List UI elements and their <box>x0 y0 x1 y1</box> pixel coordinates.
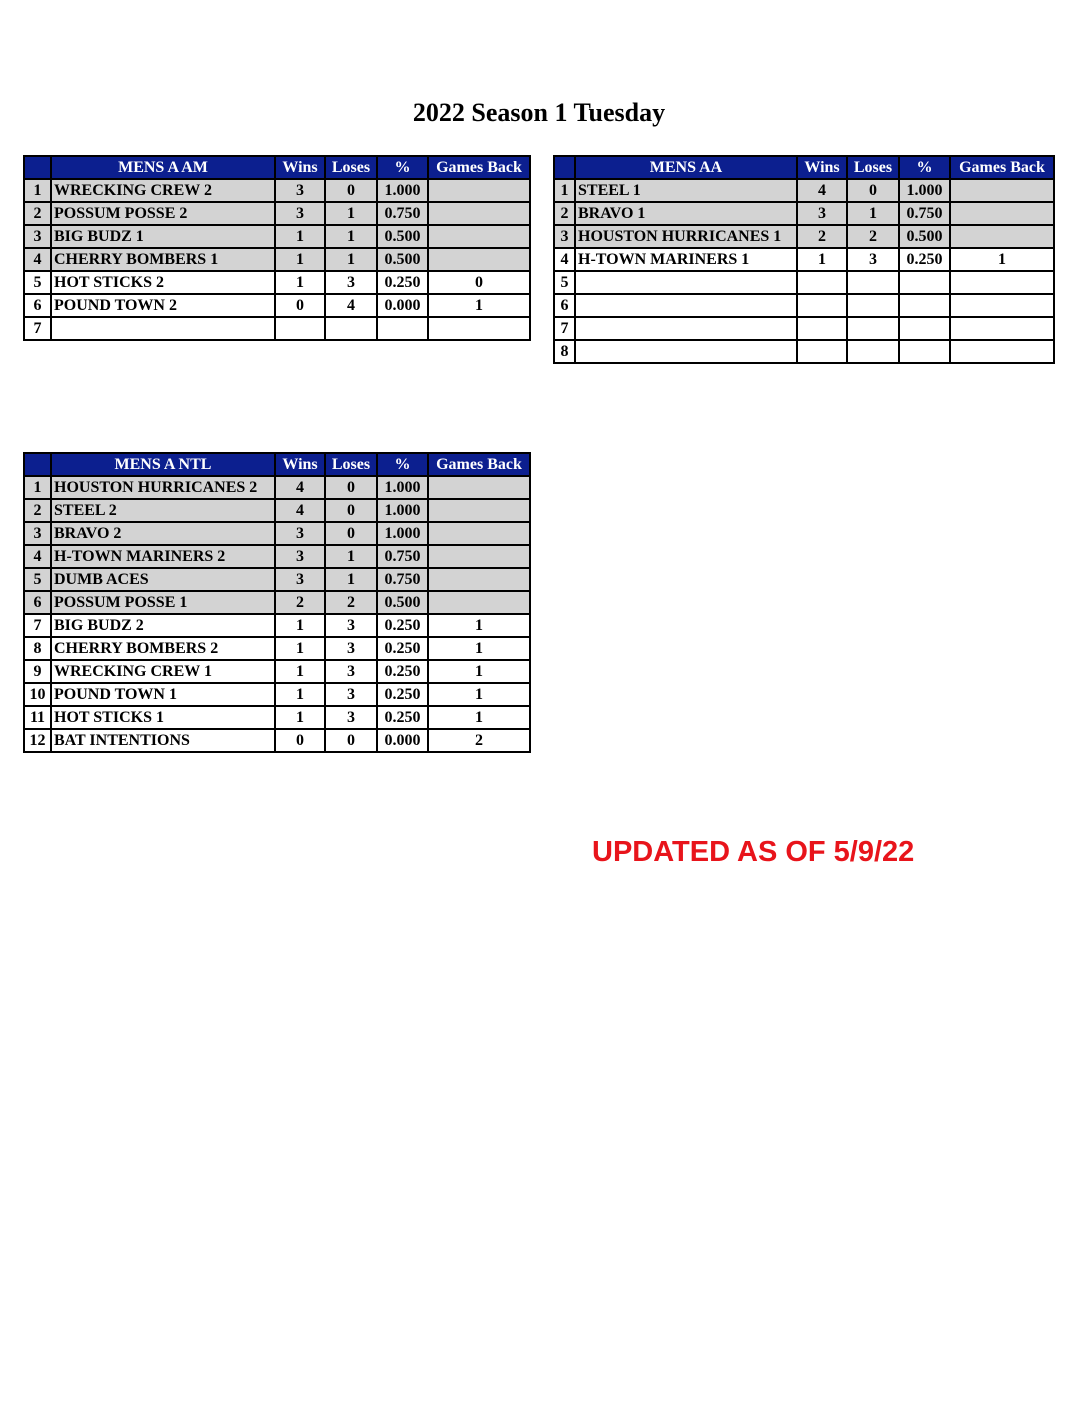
loses-cell <box>847 317 899 340</box>
loses-cell: 0 <box>325 522 377 545</box>
team-name-cell: POSSUM POSSE 1 <box>51 591 275 614</box>
table-row <box>24 499 530 522</box>
wins-cell: 3 <box>275 179 325 202</box>
team-name-cell <box>575 317 797 340</box>
pct-cell: 0.500 <box>377 248 428 271</box>
updated-note: UPDATED AS OF 5/9/22 <box>592 836 915 868</box>
page-title: 2022 Season 1 Tuesday <box>412 98 666 127</box>
games-back-cell <box>950 317 1054 340</box>
rank-cell: 2 <box>24 202 51 225</box>
pct-header: % <box>377 156 428 179</box>
wins-cell: 1 <box>275 271 325 294</box>
rank-cell: 6 <box>24 591 51 614</box>
pct-cell <box>899 271 950 294</box>
pct-cell: 0.750 <box>377 545 428 568</box>
loses-cell: 3 <box>325 271 377 294</box>
team-name-cell: POUND TOWN 1 <box>51 683 275 706</box>
pct-header: % <box>377 453 428 476</box>
games-back-cell <box>428 248 530 271</box>
standings-table-mens-a-ntl <box>23 452 531 753</box>
table-row <box>24 202 530 225</box>
games-back-cell <box>950 340 1054 363</box>
table-row <box>24 271 530 294</box>
games-back-cell <box>950 225 1054 248</box>
loses-cell: 4 <box>325 294 377 317</box>
loses-cell <box>847 340 899 363</box>
pct-cell: 0.000 <box>377 729 428 752</box>
pct-cell: 0.750 <box>377 568 428 591</box>
team-name-cell: BAT INTENTIONS <box>51 729 275 752</box>
team-name-cell: HOT STICKS 1 <box>51 706 275 729</box>
wins-cell: 4 <box>275 499 325 522</box>
pct-cell <box>899 294 950 317</box>
wins-cell: 3 <box>275 568 325 591</box>
wins-cell <box>797 340 847 363</box>
wins-cell: 2 <box>275 591 325 614</box>
games-back-cell <box>428 545 530 568</box>
pct-cell <box>899 317 950 340</box>
rank-cell: 1 <box>24 476 51 499</box>
team-name-cell: BRAVO 1 <box>575 202 797 225</box>
games-back-cell <box>950 294 1054 317</box>
table-row <box>24 476 530 499</box>
team-name-cell <box>51 317 275 340</box>
wins-cell <box>797 294 847 317</box>
games-back-cell <box>428 499 530 522</box>
table-row <box>554 179 1054 202</box>
table-row <box>24 637 530 660</box>
wins-cell: 0 <box>275 294 325 317</box>
loses-header: Loses <box>325 453 377 476</box>
rank-cell: 7 <box>554 317 575 340</box>
loses-cell: 3 <box>325 660 377 683</box>
team-name-cell: H-TOWN MARINERS 1 <box>575 248 797 271</box>
team-name-cell: WRECKING CREW 1 <box>51 660 275 683</box>
loses-cell <box>847 271 899 294</box>
wins-cell: 1 <box>275 248 325 271</box>
team-name-cell: DUMB ACES <box>51 568 275 591</box>
games-back-cell: 1 <box>428 637 530 660</box>
team-name-cell <box>575 294 797 317</box>
pct-cell: 0.250 <box>377 614 428 637</box>
team-name-cell: POSSUM POSSE 2 <box>51 202 275 225</box>
team-name-cell: STEEL 2 <box>51 499 275 522</box>
games-back-cell <box>428 225 530 248</box>
rank-header <box>554 156 575 179</box>
wins-header: Wins <box>797 156 847 179</box>
table-row <box>554 317 1054 340</box>
pct-cell: 0.250 <box>377 637 428 660</box>
pct-cell: 0.250 <box>377 683 428 706</box>
games-back-cell: 0 <box>428 271 530 294</box>
loses-cell: 1 <box>325 202 377 225</box>
loses-cell: 3 <box>325 637 377 660</box>
wins-cell <box>797 317 847 340</box>
table-row <box>24 294 530 317</box>
rank-cell: 6 <box>24 294 51 317</box>
team-name-cell: HOT STICKS 2 <box>51 271 275 294</box>
games-back-cell <box>428 476 530 499</box>
team-name-cell: H-TOWN MARINERS 2 <box>51 545 275 568</box>
wins-cell: 1 <box>275 706 325 729</box>
table-row <box>24 522 530 545</box>
table-row <box>24 225 530 248</box>
table-row <box>24 683 530 706</box>
loses-cell: 0 <box>325 729 377 752</box>
rank-header <box>24 156 51 179</box>
table-row <box>24 591 530 614</box>
games-back-cell: 1 <box>428 706 530 729</box>
wins-cell: 4 <box>797 179 847 202</box>
pct-cell: 1.000 <box>377 499 428 522</box>
loses-cell: 2 <box>325 591 377 614</box>
table-row <box>24 706 530 729</box>
loses-cell: 3 <box>325 706 377 729</box>
games-back-cell <box>428 202 530 225</box>
table-row <box>554 271 1054 294</box>
rank-cell: 4 <box>24 248 51 271</box>
games-back-cell: 2 <box>428 729 530 752</box>
rank-cell: 1 <box>554 179 575 202</box>
pct-header: % <box>899 156 950 179</box>
wins-cell: 1 <box>275 683 325 706</box>
table-row <box>554 248 1054 271</box>
table-row <box>24 179 530 202</box>
loses-cell: 3 <box>325 683 377 706</box>
team-name-cell: BIG BUDZ 1 <box>51 225 275 248</box>
pct-cell: 0.250 <box>377 706 428 729</box>
pct-cell: 0.750 <box>899 202 950 225</box>
division-header: MENS A AM <box>51 156 275 179</box>
pct-cell: 1.000 <box>899 179 950 202</box>
games-back-cell: 1 <box>950 248 1054 271</box>
table-row <box>24 729 530 752</box>
games-back-header: Games Back <box>950 156 1054 179</box>
rank-cell: 5 <box>24 568 51 591</box>
rank-cell: 2 <box>24 499 51 522</box>
rank-cell: 4 <box>554 248 575 271</box>
games-back-cell <box>950 179 1054 202</box>
pct-cell: 1.000 <box>377 476 428 499</box>
wins-cell: 3 <box>797 202 847 225</box>
table-row <box>24 248 530 271</box>
table-header-row <box>554 156 1054 179</box>
games-back-cell <box>428 179 530 202</box>
rank-cell: 9 <box>24 660 51 683</box>
games-back-cell <box>428 568 530 591</box>
rank-cell: 6 <box>554 294 575 317</box>
table-row <box>554 225 1054 248</box>
wins-cell <box>275 317 325 340</box>
games-back-cell <box>950 202 1054 225</box>
wins-cell: 1 <box>275 637 325 660</box>
games-back-cell <box>428 522 530 545</box>
rank-cell: 8 <box>554 340 575 363</box>
rank-cell: 12 <box>24 729 51 752</box>
table-row <box>24 660 530 683</box>
loses-cell: 2 <box>847 225 899 248</box>
wins-cell: 3 <box>275 202 325 225</box>
loses-cell: 1 <box>325 248 377 271</box>
rank-cell: 1 <box>24 179 51 202</box>
wins-cell: 3 <box>275 545 325 568</box>
wins-cell <box>797 271 847 294</box>
table-row <box>24 545 530 568</box>
rank-cell: 7 <box>24 317 51 340</box>
loses-header: Loses <box>325 156 377 179</box>
loses-cell <box>847 294 899 317</box>
rank-cell: 3 <box>24 225 51 248</box>
rank-cell: 5 <box>24 271 51 294</box>
pct-cell: 0.250 <box>377 271 428 294</box>
team-name-cell: BIG BUDZ 2 <box>51 614 275 637</box>
team-name-cell: HOUSTON HURRICANES 2 <box>51 476 275 499</box>
team-name-cell: BRAVO 2 <box>51 522 275 545</box>
rank-cell: 5 <box>554 271 575 294</box>
loses-cell: 0 <box>325 476 377 499</box>
team-name-cell: STEEL 1 <box>575 179 797 202</box>
loses-cell: 0 <box>325 179 377 202</box>
games-back-cell <box>950 271 1054 294</box>
standings-table-mens-a-am <box>23 155 531 341</box>
games-back-cell: 1 <box>428 614 530 637</box>
team-name-cell <box>575 271 797 294</box>
loses-cell: 1 <box>325 568 377 591</box>
wins-header: Wins <box>275 156 325 179</box>
games-back-cell <box>428 591 530 614</box>
rank-header <box>24 453 51 476</box>
table-row <box>554 294 1054 317</box>
games-back-cell: 1 <box>428 294 530 317</box>
loses-cell: 1 <box>847 202 899 225</box>
rank-cell: 11 <box>24 706 51 729</box>
table-row <box>24 614 530 637</box>
loses-cell: 3 <box>847 248 899 271</box>
pct-cell: 1.000 <box>377 179 428 202</box>
table-row <box>554 202 1054 225</box>
loses-cell: 1 <box>325 545 377 568</box>
pct-cell: 0.750 <box>377 202 428 225</box>
team-name-cell <box>575 340 797 363</box>
loses-cell: 3 <box>325 614 377 637</box>
standings-table-mens-aa <box>553 155 1055 364</box>
team-name-cell: CHERRY BOMBERS 1 <box>51 248 275 271</box>
rank-cell: 4 <box>24 545 51 568</box>
table-row <box>24 317 530 340</box>
rank-cell: 3 <box>24 522 51 545</box>
pct-cell <box>899 340 950 363</box>
division-header: MENS AA <box>575 156 797 179</box>
wins-cell: 4 <box>275 476 325 499</box>
wins-cell: 3 <box>275 522 325 545</box>
wins-cell: 0 <box>275 729 325 752</box>
pct-cell: 0.000 <box>377 294 428 317</box>
rank-cell: 10 <box>24 683 51 706</box>
wins-cell: 1 <box>275 614 325 637</box>
games-back-cell: 1 <box>428 660 530 683</box>
division-header: MENS A NTL <box>51 453 275 476</box>
loses-cell: 0 <box>847 179 899 202</box>
wins-header: Wins <box>275 453 325 476</box>
pct-cell: 0.250 <box>899 248 950 271</box>
wins-cell: 1 <box>275 225 325 248</box>
team-name-cell: CHERRY BOMBERS 2 <box>51 637 275 660</box>
games-back-cell: 1 <box>428 683 530 706</box>
loses-cell <box>325 317 377 340</box>
games-back-header: Games Back <box>428 453 530 476</box>
rank-cell: 7 <box>24 614 51 637</box>
pct-cell: 1.000 <box>377 522 428 545</box>
pct-cell: 0.500 <box>377 591 428 614</box>
games-back-header: Games Back <box>428 156 530 179</box>
table-header-row <box>24 156 530 179</box>
rank-cell: 2 <box>554 202 575 225</box>
loses-cell: 1 <box>325 225 377 248</box>
wins-cell: 1 <box>797 248 847 271</box>
pct-cell <box>377 317 428 340</box>
pct-cell: 0.500 <box>377 225 428 248</box>
rank-cell: 8 <box>24 637 51 660</box>
team-name-cell: WRECKING CREW 2 <box>51 179 275 202</box>
wins-cell: 2 <box>797 225 847 248</box>
table-row <box>24 568 530 591</box>
rank-cell: 3 <box>554 225 575 248</box>
pct-cell: 0.250 <box>377 660 428 683</box>
loses-header: Loses <box>847 156 899 179</box>
table-row <box>554 340 1054 363</box>
games-back-cell <box>428 317 530 340</box>
table-header-row <box>24 453 530 476</box>
team-name-cell: POUND TOWN 2 <box>51 294 275 317</box>
wins-cell: 1 <box>275 660 325 683</box>
team-name-cell: HOUSTON HURRICANES 1 <box>575 225 797 248</box>
pct-cell: 0.500 <box>899 225 950 248</box>
loses-cell: 0 <box>325 499 377 522</box>
